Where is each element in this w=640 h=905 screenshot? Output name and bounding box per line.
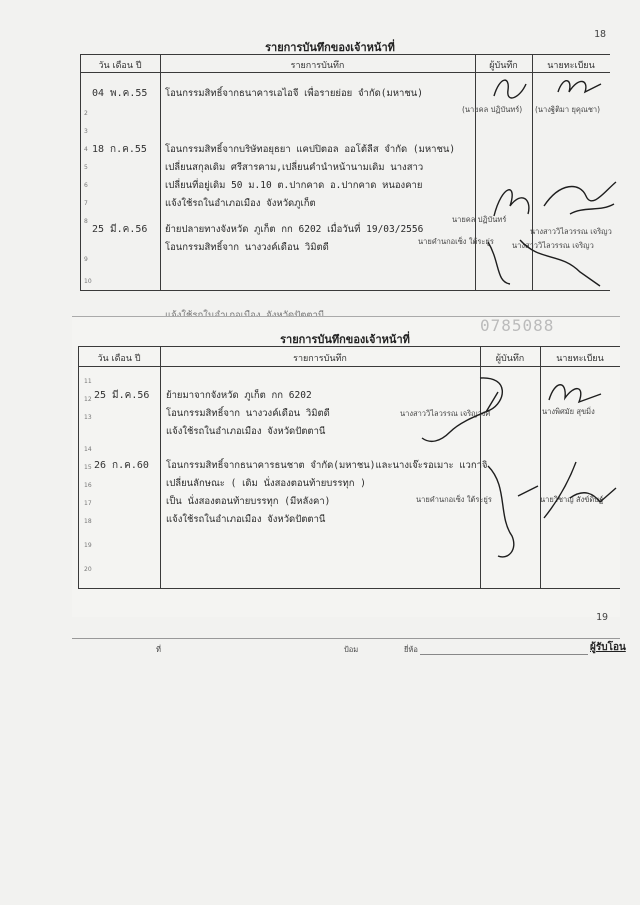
row-number: 2 xyxy=(84,110,88,117)
entry-line: แจ้งใช้รถในอำเภอเมือง จังหวัดปัตตานี xyxy=(166,514,326,525)
row-number: 3 xyxy=(84,128,88,135)
entry-date: 25 มี.ค.56 xyxy=(92,224,148,235)
entry-line: โอนกรรมสิทธิ์จากธนาคารธนชาต จำกัด(มหาชน)และนางเจ๊ะรอเมาะ แวกาจิ xyxy=(166,460,488,471)
entry-line: โอนกรรมสิทธิ์จาก นางวงค์เดือน วิมิตดี xyxy=(166,408,330,419)
row-number: 11 xyxy=(84,378,92,385)
recorder-signature xyxy=(410,372,530,452)
registrar-name: (นางฐิติมา ยุคุณชา) xyxy=(535,105,601,114)
entry-date: 18 ก.ค.55 xyxy=(92,144,147,155)
footer-field: ป้อม xyxy=(344,645,359,654)
footer-right-label: ผู้รับโอน xyxy=(590,642,626,653)
recorder-name: นายคล ปฏิบันทร์ xyxy=(452,215,507,224)
entry-date: 25 มี.ค.56 xyxy=(94,390,150,401)
row-number: 6 xyxy=(84,182,88,189)
entry-line: แจ้งใช้รถในอำเภอเมือง จังหวัดภูเก็ต xyxy=(165,198,316,209)
page-number: 18 xyxy=(594,29,607,40)
section-title: รายการบันทึกของเจ้าหน้าที่ xyxy=(265,41,395,54)
entry-line: ย้ายมาจากจังหวัด ภูเก็ต กก 6202 xyxy=(166,390,312,401)
entry-line: เป็น นั่งสองตอนท้ายบรรทุก (มีหลังคา) xyxy=(166,496,331,507)
entry-line: เปลี่ยนที่อยู่เดิม 50 ม.10 ต.ปากคาด อ.ปากคาด หนองคาย xyxy=(165,180,423,191)
footer-fill-line xyxy=(420,654,588,655)
row-number: 15 xyxy=(84,464,92,471)
row-number: 4 xyxy=(84,146,88,153)
footer-divider xyxy=(72,638,620,639)
row-number: 12 xyxy=(84,396,92,403)
recorder-name: นายคำนกอเซ็ง ใต้ระยู่ร xyxy=(418,237,494,246)
row-number: 20 xyxy=(84,566,92,573)
recorder-signature xyxy=(478,456,548,566)
entry-line: โอนกรรมสิทธิ์จากบริษัทอยุธยา แคปปิตอล ออโต้ลีส จำกัด (มหาชน) xyxy=(165,144,456,155)
header-entry: รายการบันทึก xyxy=(290,61,345,71)
column-divider-date xyxy=(160,346,161,588)
row-number: 9 xyxy=(84,256,88,263)
row-number: 8 xyxy=(84,218,88,225)
row-number: 19 xyxy=(84,542,92,549)
footer-field: ที่ xyxy=(156,645,161,654)
registrar-signature xyxy=(545,376,605,410)
footer-field: ยี่ห้อ xyxy=(404,645,418,654)
entry-date: 04 พ.ค.55 xyxy=(92,88,148,99)
entry-line: เปลี่ยนสกุลเดิม ศรีสารคาม,เปลี่ยนคำนำหน้านามเดิม นางสาว xyxy=(165,162,424,173)
recorder-name: นายคำนกอเซ็ง ใต้ระยู่ร xyxy=(416,495,492,504)
registrar-name: นางพิศมัย สุขมิ่ง xyxy=(542,407,595,416)
row-number: 14 xyxy=(84,446,92,453)
registrar-name: นางสาววิไลวรรณ เจริญว xyxy=(530,227,612,236)
row-number: 17 xyxy=(84,500,92,507)
row-number: 10 xyxy=(84,278,92,285)
entry-date: 26 ก.ค.60 xyxy=(94,460,149,471)
header-entry: รายการบันทึก xyxy=(293,354,347,364)
row-number: 18 xyxy=(84,518,92,525)
registrar-signature xyxy=(540,458,620,528)
entry-line: ย้ายปลายทางจังหวัด ภูเก็ต กก 6202 เมื่อวันที่ 19/03/2556 xyxy=(165,224,424,235)
entry-line: แจ้งใช้รถในอำเภอเมือง จังหวัดปัตตานี xyxy=(166,426,326,437)
section-title: รายการบันทึกของเจ้าหน้าที่ xyxy=(280,333,410,346)
entry-line: โอนกรรมสิทธิ์จาก นางวงค์เดือน วิมิตดี xyxy=(165,242,329,253)
entry-line: เปลี่ยนลักษณะ ( เดิม นั่งสองตอนท้ายบรรทุก ) xyxy=(166,478,366,489)
recorder-name: (นายคล ปฏิบันทร์) xyxy=(462,105,523,114)
header-date: วัน เดือน ปี xyxy=(97,354,141,364)
recorder-name: นางสาววิไลวรรณ เจริญวงศ์ xyxy=(400,409,491,418)
table-bottom-border xyxy=(78,588,620,589)
header-date: วัน เดือน ปี xyxy=(98,61,142,71)
header-recorder: ผู้บันทึก xyxy=(495,354,525,364)
page-number: 19 xyxy=(596,612,609,623)
entry-line: โอนกรรมสิทธิ์จากธนาคารเอไอจี เพื่อรายย่อย จำกัด(มหาชน) xyxy=(165,88,424,99)
registrar-name: นายวิชาญ สังข์ดิษฐ์ xyxy=(540,495,604,504)
header-registrar: นายทะเบียน xyxy=(556,354,604,364)
row-number: 13 xyxy=(84,414,92,421)
registrar-name: นางสาววิไลวรรณ เจริญว xyxy=(512,241,594,250)
row-number: 5 xyxy=(84,164,88,171)
row-number: 16 xyxy=(84,482,92,489)
table-left-border xyxy=(78,346,79,588)
header-registrar: นายทะเบียน xyxy=(547,61,595,71)
header-recorder: ผู้บันทึก xyxy=(489,61,518,71)
row-number: 7 xyxy=(84,200,88,207)
serial-number: 0785088 xyxy=(480,316,555,335)
